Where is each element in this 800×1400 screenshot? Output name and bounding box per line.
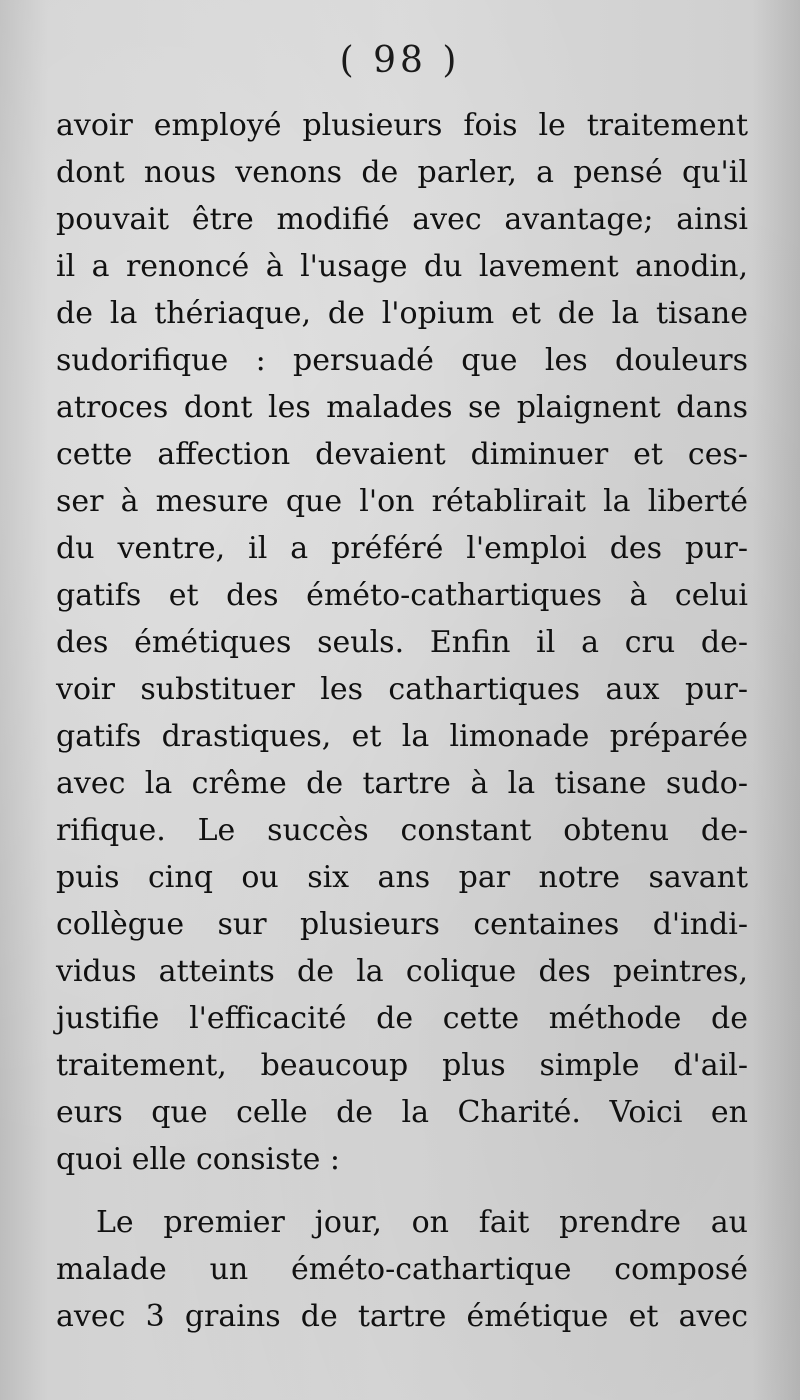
- text-line: sudorifique : persuadé que les douleurs: [56, 343, 748, 378]
- body-text: [56, 102, 748, 1340]
- text-line: du ventre, il a préféré l'emploi des pur-: [56, 531, 748, 566]
- paragraph-2: [56, 1199, 748, 1340]
- text-line: dont nous venons de parler, a pensé qu'il: [56, 155, 748, 190]
- text-line: traitement, beaucoup plus simple d'ail-: [56, 1048, 748, 1083]
- text-line: quoi elle consiste :: [56, 1142, 340, 1177]
- text-line: ser à mesure que l'on rétablirait la liberté: [56, 484, 748, 519]
- text-line: vidus atteints de la colique des peintres,: [56, 954, 748, 989]
- text-line: Le premier jour, on fait prendre au: [96, 1205, 748, 1240]
- text-line: voir substituer les cathartiques aux pur-: [56, 672, 748, 707]
- text-line: avec la crême de tartre à la tisane sudo-: [56, 766, 748, 801]
- text-line: justifie l'efficacité de cette méthode de: [56, 1001, 748, 1036]
- text-line: rifique. Le succès constant obtenu de-: [56, 813, 748, 848]
- text-line: collègue sur plusieurs centaines d'indi-: [56, 907, 748, 942]
- text-line: eurs que celle de la Charité. Voici en: [56, 1095, 748, 1130]
- text-line: il a renoncé à l'usage du lavement anodin,: [56, 249, 748, 284]
- text-line: pouvait être modifié avec avantage; ainsi: [56, 202, 748, 237]
- text-line: des émétiques seuls. Enfin il a cru de-: [56, 625, 748, 660]
- page-number: ( 98 ): [339, 40, 461, 81]
- text-line: avec 3 grains de tartre émétique et avec: [56, 1299, 748, 1334]
- text-line: avoir employé plusieurs fois le traitement: [56, 108, 748, 143]
- paragraph-gap: [56, 1183, 748, 1199]
- text-line: puis cinq ou six ans par notre savant: [56, 860, 748, 895]
- text-line: gatifs et des éméto-cathartiques à celui: [56, 578, 748, 613]
- text-line: malade un éméto-cathartique composé: [56, 1252, 748, 1287]
- paragraph-1: [56, 102, 748, 1183]
- text-line: cette affection devaient diminuer et ces-: [56, 437, 748, 472]
- text-line: gatifs drastiques, et la limonade préparée: [56, 719, 748, 754]
- text-line: atroces dont les malades se plaignent dans: [56, 390, 748, 425]
- text-line: de la thériaque, de l'opium et de la tisane: [56, 296, 748, 331]
